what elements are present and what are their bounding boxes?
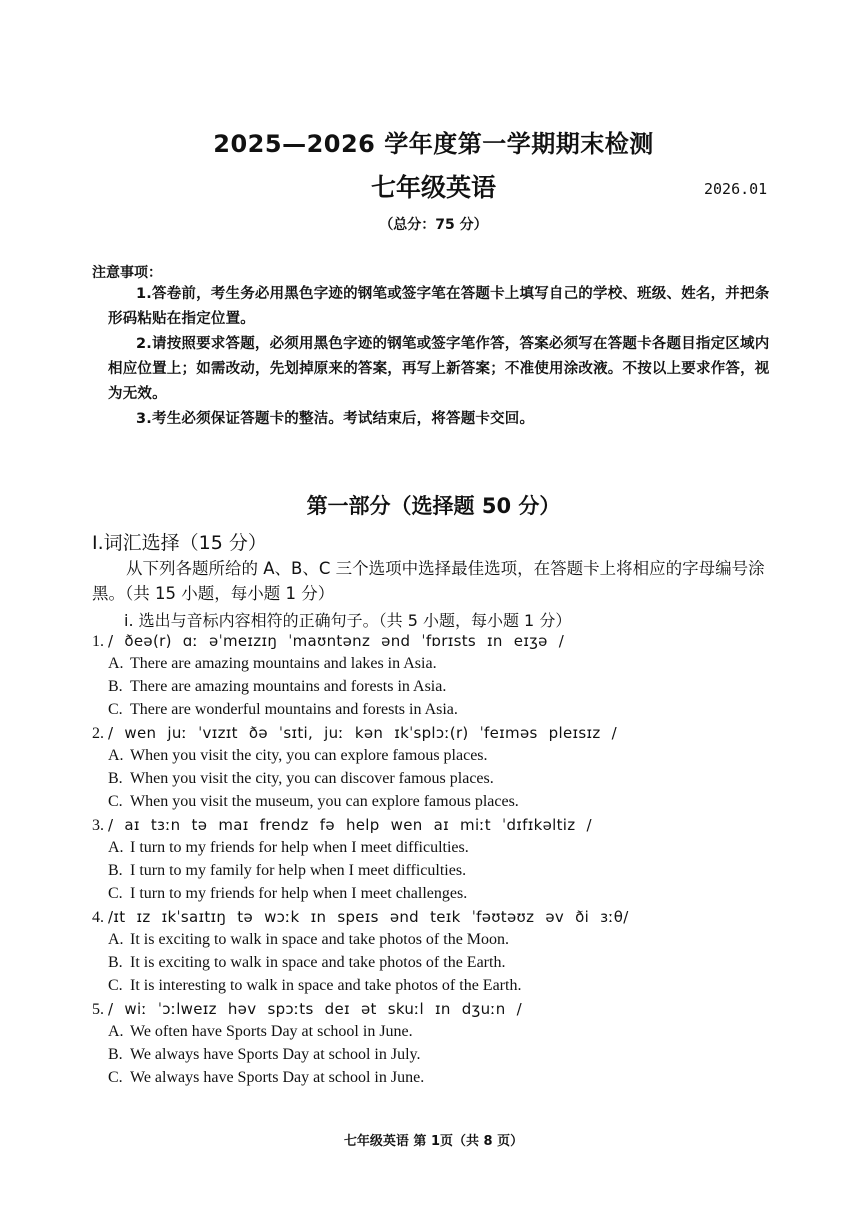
exam-title: 2025—2026 学年度第一学期期末检测 — [213, 130, 654, 158]
sub-instruction: i. 选出与音标内容相符的正确句子。（共 5 小题，每小题 1 分） — [124, 611, 572, 630]
option-letter: A. — [108, 747, 124, 764]
option-text: When you visit the museum, you can explore famous places. — [130, 793, 519, 810]
question-row — [92, 908, 629, 927]
option-letter: C. — [108, 793, 123, 810]
option-row[interactable] — [108, 678, 446, 696]
phonetic-transcription: / wen juː ˈvɪzɪt ðə ˈsɪti, juː kən ɪkˈsplɔː(r) ˈfeɪməs pleɪsɪz / — [108, 724, 617, 742]
part-heading: 第一部分（选择题 50 分） — [306, 494, 561, 518]
section-heading: Ⅰ.词汇选择（15 分） — [92, 532, 267, 554]
note-item: 1.答卷前，考生务必用黑色字迹的钢笔或签字笔在答题卡上填写自己的学校、班级、姓名，并把条形码粘贴在指定位置。 — [108, 286, 770, 327]
option-letter: C. — [108, 977, 123, 994]
option-letter: B. — [108, 1046, 123, 1063]
option-row[interactable] — [108, 747, 488, 765]
option-letter: B. — [108, 678, 123, 695]
option-letter: A. — [108, 931, 124, 948]
question-row — [92, 1000, 522, 1019]
option-row[interactable] — [108, 862, 466, 880]
question-row — [92, 816, 592, 835]
option-letter: C. — [108, 885, 123, 902]
option-row[interactable] — [108, 793, 519, 811]
option-row[interactable] — [108, 655, 437, 673]
question-number: 3. — [92, 817, 104, 834]
question-number: 5. — [92, 1001, 104, 1018]
option-letter: C. — [108, 1069, 123, 1086]
option-letter: B. — [108, 862, 123, 879]
option-text: We often have Sports Day at school in June. — [130, 1023, 413, 1040]
option-text: There are amazing mountains and forests in Asia. — [130, 678, 447, 695]
option-text: We always have Sports Day at school in July. — [130, 1046, 421, 1063]
option-text: I turn to my friends for help when I meet difficulties. — [130, 839, 469, 856]
option-row[interactable] — [108, 1023, 413, 1041]
phonetic-transcription: / aɪ tɜːn tə maɪ frendz fə help wen aɪ miːt ˈdɪfɪkəltiz / — [108, 816, 592, 834]
option-text: When you visit the city, you can explore famous places. — [130, 747, 488, 764]
option-row[interactable] — [108, 701, 458, 719]
option-row[interactable] — [108, 839, 469, 857]
option-text: There are wonderful mountains and forests in Asia. — [130, 701, 458, 718]
question-number: 1. — [92, 633, 104, 650]
option-text: I turn to my friends for help when I meet challenges. — [130, 885, 468, 902]
option-row[interactable] — [108, 977, 521, 995]
note-item: 2.请按照要求答题，必须用黑色字迹的钢笔或签字笔作答，答案必须写在答题卡各题目指定区域内相应位置上；如需改动，先划掉原来的答案，再写上新答案；不准使用涂改液。不按以上要求作答，视为无效。 — [108, 336, 770, 402]
option-row[interactable] — [108, 931, 509, 949]
exam-date: 2026.01 — [704, 180, 768, 198]
question-number: 4. — [92, 909, 104, 926]
option-row[interactable] — [108, 770, 494, 788]
option-row[interactable] — [108, 954, 505, 972]
option-text: I turn to my family for help when I meet difficulties. — [130, 862, 467, 879]
option-text: It is interesting to walk in space and take photos of the Earth. — [130, 977, 522, 994]
option-text: There are amazing mountains and lakes in Asia. — [130, 655, 437, 672]
option-row[interactable] — [108, 1046, 421, 1064]
phonetic-transcription: / ðeə(r) ɑː əˈmeɪzɪŋ ˈmaʊntənz ənd ˈfɒrɪsts ɪn eɪʒə / — [108, 632, 565, 650]
option-letter: C. — [108, 701, 123, 718]
option-row[interactable] — [108, 1069, 424, 1087]
note-item: 3.考生必须保证答题卡的整洁。考试结束后，将答题卡交回。 — [136, 411, 535, 427]
phonetic-transcription: /ɪt ɪz ɪkˈsaɪtɪŋ tə wɔːk ɪn speɪs ənd teɪk ˈfəʊtəʊz əv ði ɜːθ/ — [108, 908, 629, 926]
question-row — [92, 724, 617, 743]
option-text: It is exciting to walk in space and take photos of the Earth. — [130, 954, 506, 971]
question-row — [92, 632, 564, 651]
option-letter: B. — [108, 770, 123, 787]
option-letter: A. — [108, 655, 124, 672]
question-number: 2. — [92, 725, 104, 742]
exam-subtitle: 七年级英语 — [370, 173, 496, 202]
option-text: It is exciting to walk in space and take photos of the Moon. — [130, 931, 510, 948]
total-score: （总分：75 分） — [379, 217, 488, 233]
option-letter: B. — [108, 954, 123, 971]
phonetic-transcription: / wiː ˈɔːlweɪz həv spɔːts deɪ ət skuːl ɪn dʒuːn / — [108, 1000, 522, 1018]
option-text: We always have Sports Day at school in June. — [130, 1069, 425, 1086]
option-letter: A. — [108, 1023, 124, 1040]
option-letter: A. — [108, 839, 124, 856]
option-text: When you visit the city, you can discover famous places. — [130, 770, 494, 787]
notes-heading: 注意事项： — [92, 265, 162, 281]
page-footer: 七年级英语 第 1页（共 8 页） — [343, 1134, 524, 1149]
section-instruction: 从下列各题所给的 A、B、C 三个选项中选择最佳选项，在答题卡上将相应的字母编号涂黑。（共 15 小题，每小题 1 分） — [92, 559, 765, 603]
option-row[interactable] — [108, 885, 467, 903]
